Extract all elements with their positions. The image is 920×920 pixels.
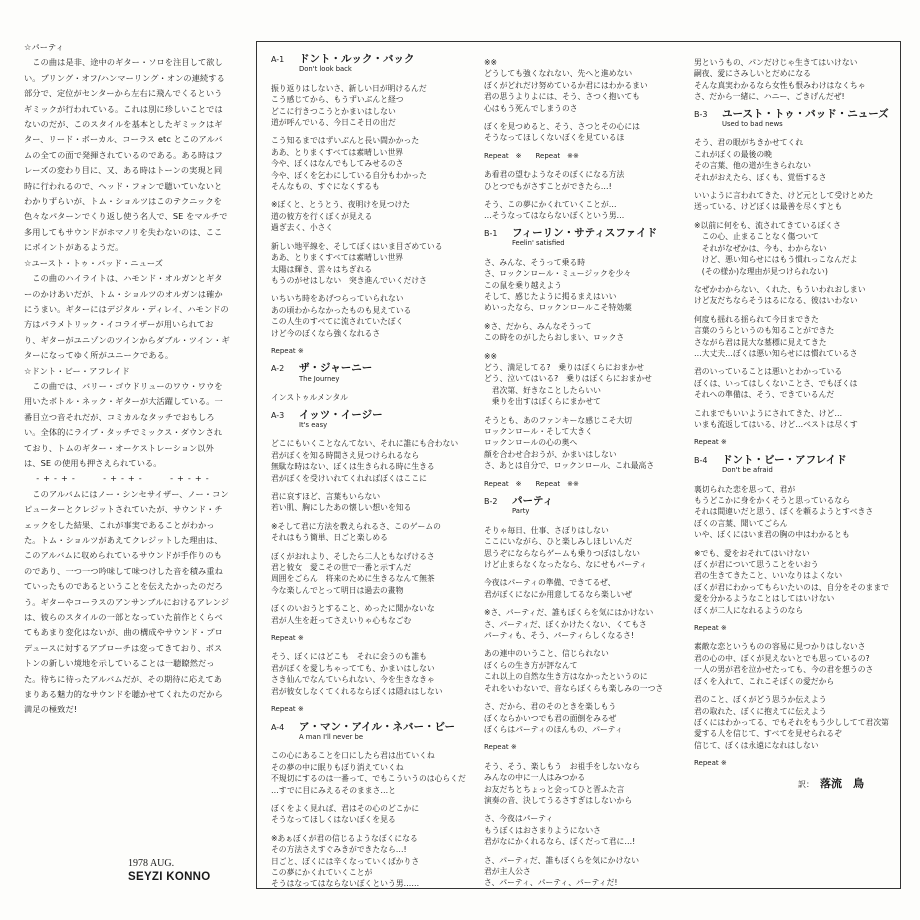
lyric-line: 君がぼくを受けいれてくれればぼくはここに: [271, 473, 427, 483]
lyric-line: 君がぼくを愛しちゃってても、かまいはしない: [271, 663, 435, 673]
lyric-line: そう、そう、楽しもう お祖手をしないなら: [484, 761, 640, 771]
lyric-line: ぼくを見つめると、そう、さつとその心には: [484, 122, 640, 132]
lyric-line: …大丈夫…ぼくは悪い知らせには慣れているさ: [694, 348, 858, 358]
lyric-stanza: [484, 855, 696, 889]
lyric-line: 君の心の中、ぼくが見えないとでも思っているの?: [694, 653, 870, 663]
lyric-line: もうどこかに身をかくそうと思っているなら: [694, 496, 850, 505]
lyric-stanza: [484, 415, 696, 472]
track-number: A-4: [271, 722, 285, 732]
lyric-stanza: [694, 641, 894, 687]
lyric-stanza: [484, 525, 696, 571]
lyric-line: この時をのがしたらおしまい、ロックさ: [484, 333, 625, 343]
commentary-column: [24, 40, 230, 718]
lyric-stanza: [271, 551, 483, 597]
english-title: Don't look back: [299, 65, 352, 74]
lyric-stanza: [271, 803, 483, 826]
lyric-line: 嗣夜、愛にさみしいとだめになる: [694, 69, 811, 79]
lyric-line: …そうなってはならないぼくという男…: [484, 211, 625, 221]
lyric-line: ※さ、パーティだ、誰もぼくらを気にはかけない: [484, 608, 654, 618]
song-block: [271, 54, 483, 357]
lyric-stanza: [484, 648, 696, 694]
lyrics-column-3: [694, 50, 894, 790]
lyric-line: さ、ロックンロール・ミュージックを少々: [484, 269, 632, 279]
lyric-line: けど友だちならそうはるになる、彼はいわない: [694, 296, 858, 306]
lyric-stanza: [271, 293, 483, 339]
english-title: Feelin' satisfied: [512, 239, 565, 248]
lyric-line: どうしても強くなれない、先へと進めない: [484, 69, 633, 79]
lyric-line: ぼくがどれだけ努めているか君にはわかるまい: [484, 80, 648, 90]
lyric-line: そうなってほしくはないぼくを見る: [271, 815, 396, 825]
lyric-stanza: [694, 366, 894, 400]
notes-paragraph: このアルバムにはノー・シンセサイザー、ノー・コンピューターとクレジットされていたが、サウンド・チェックをした結果、これが事実であることがわかった。トム・ショルツがあえてクレジットした理由は、このアルバムに収められているサウンドが手作りのものであり、一つ一つ吟味して味つけした音を積み重ねていったものであるということを伝えたかったのだろう。ギターやコーラスのアンサンブルにおけるアレンジは、彼らのスタイルの一部となっていた前作とくらべてもあまり変化はないが、曲の構成やサウンド・プロデュースに対するアプローチは変ってきており、ボストンの新しい境地を示していることは一聴瞭然だった。待ちに待ったアルバムだが、その期待に応えてあまりある魅力的なサウンドを聴かせてくれたのだから満足の極致だ!: [24, 488, 230, 715]
lyric-stanza: [271, 491, 483, 514]
lyric-line: そして、感じたように掲るまえはいい: [484, 291, 617, 301]
lyric-line: それはもう簡単、日ごと楽しめる: [271, 533, 388, 543]
repeat-mark: Repeat ※: [271, 634, 304, 643]
lyric-line: さ、パーティだ、誰もぼくらを気にかけない: [484, 855, 639, 865]
lyric-line: 裏切られた恋を思って、君が: [694, 484, 796, 494]
track-number: B-2: [484, 497, 498, 506]
song-block: [694, 455, 894, 635]
song-block: [271, 410, 483, 645]
repeat-mark: Repeat ※: [694, 438, 727, 447]
lyric-line: さ、だから、君のそのときを楽しもう: [484, 702, 617, 712]
lyric-line: 素敵な恋というものの容易に見つかりはしないさ: [694, 642, 866, 652]
lyric-stanza: [694, 484, 894, 541]
lyric-line: ※さ、だから、みんなそうって: [484, 321, 592, 331]
song-block: [694, 641, 894, 769]
lyric-line: それへの準備は、そう、できているんだ: [694, 390, 835, 400]
notes-paragraph: この曲のハイライトは、ハモンド・オルガンとギターのかけあいだが、トム・ショルツのオルガンは確かにうまい。ギターにはデジタル・ディレイ、ハモンドの方はパラメトリック・イコライザーが用いられており、ギターがユニゾンのツインからダブル・ツイン・ギターになってゆく所がユニークである。: [24, 273, 230, 361]
lyric-line: (その様か)な理由が見つけられない): [694, 266, 828, 276]
lyric-line: ぼくの言葉、聞いてごらん: [694, 518, 788, 528]
repeat-mark: Repeat ※ Repeat ※※: [484, 151, 579, 160]
lyric-line: さ、今夜はパーティ: [484, 814, 554, 824]
lyric-line: さ、あとは自分で、ロックンロール、これ最高さ: [484, 461, 655, 471]
lyric-line: ひとつでもがさすことができたら…!: [484, 181, 612, 191]
date: 1978 AUG.: [128, 858, 175, 869]
lyric-line: 道の彼方を行くぼくが見える: [271, 211, 373, 221]
lyrics-column-1: [271, 50, 483, 890]
lyric-line: あの連中のいうこと、信じられない: [484, 649, 609, 659]
lyric-line: 君が主人公さ: [484, 866, 531, 876]
song-block: [484, 761, 696, 889]
lyric-line: 乗りを出すはぼくらにまかせて: [484, 397, 601, 407]
lyric-line: お友だちとちょっと会ってひと晋ふた言: [484, 784, 625, 794]
lyric-stanza: [484, 169, 696, 192]
lyric-stanza: [271, 603, 483, 626]
lyric-line: ※あぁぼくが君の信じるようなぼくになる: [271, 833, 418, 843]
lyric-line: けど今のぼくなら強くなれるさ: [271, 328, 381, 338]
english-title: It's easy: [299, 420, 328, 429]
lyric-stanza: [271, 83, 483, 129]
lyric-line: 信じて、ぼくは永遠になれはしない: [694, 740, 819, 750]
lyric-line: 送っている、けどぼくは最善を尽くすとも: [694, 202, 843, 212]
lyric-stanza: [484, 321, 696, 344]
lyric-line: 君がぼくを知る時間さえ見つけられるなら: [271, 450, 420, 460]
lyric-stanza: [484, 701, 696, 735]
lyric-line: そう、君の眼がちきかせてくれ: [694, 138, 804, 148]
lyric-line: ぼくらはパーティのほんもの、パーティ: [484, 724, 623, 734]
lyric-line: 思うぞにならならゲームも乗りつぼはしない: [484, 548, 640, 558]
lyric-line: この心にあることを口にしたら君は出ていくね: [271, 751, 435, 761]
english-title: Don't be afraid: [722, 466, 773, 475]
lyric-line: それがなぜかは、今も、わからない: [694, 243, 827, 253]
lyric-line: あの頃わからなかったものも見えている: [271, 305, 412, 315]
lyric-line: ※ぼくと、とうとう、夜明けを見つけた: [271, 200, 411, 210]
song-block: [271, 651, 483, 715]
lyric-line: それは間違いだと思う、ぼくを頼るようとすべきさ: [694, 507, 874, 517]
lyric-stanza: [694, 314, 894, 360]
lyric-stanza: [484, 57, 696, 114]
lyric-line: さながら君は昆大な墓標に見えてきた: [694, 337, 827, 347]
lyric-line: あ看君の望むようなそのぼくになる方法: [484, 170, 625, 180]
lyrics-column-2: [484, 50, 696, 889]
lyric-line: さ、パーティ、パーティ、パーティだ!: [484, 878, 618, 888]
lyric-stanza: [694, 284, 894, 307]
lyric-line: この鼠を乗り越えよう: [484, 280, 562, 290]
repeat-mark: Repeat ※: [271, 346, 304, 355]
lyric-line: そう、ぼくにはどこも それに会うのも誰も: [271, 652, 427, 662]
lyric-line: どこにもいくことなんてない、それに誰にも合わない: [271, 439, 459, 449]
lyric-line: 君の思うよりよには、そう、さつく抱いても: [484, 92, 640, 102]
lyric-line: そう、この夢にかくれていくことが…: [484, 200, 617, 210]
lyric-stanza: [484, 121, 696, 144]
lyric-line: 新しい地平線を、そしてぼくはいま目ざめている: [271, 241, 443, 251]
lyric-stanza: [484, 607, 696, 641]
lyric-line: 一人の男が君を泣かせたっても、今の君を想うのさ: [694, 665, 874, 675]
lyric-line: 今夜はパーティの準備、できてるぜ、: [484, 578, 616, 588]
english-title: Party: [512, 507, 530, 516]
lyric-line: いまも流返してはいる、けど…ベストは尽くす: [694, 419, 858, 429]
lyric-line: これ以上の自然な生き方はなかったというのに: [484, 672, 648, 682]
lyric-line: 心はもう死んでしまうのさ: [484, 103, 578, 113]
lyric-line: そんなもの、すぐになくするも: [271, 182, 380, 192]
lyric-line: そうはなってはならないぼくという男……: [271, 879, 420, 889]
lyric-line: その方法さえすぐみきができたなら…!: [271, 845, 407, 855]
lyric-line: その言葉、他の道が生きられない: [694, 161, 811, 171]
lyric-line: その夢の中に眠りもぼり消えていくね: [271, 762, 404, 772]
lyric-line: どう、満足してる? 乗りはぼくらにおまかせ: [484, 362, 645, 372]
track-number: A-1: [271, 55, 285, 64]
repeat-mark: Repeat ※: [694, 759, 727, 768]
lyric-stanza: [271, 521, 483, 544]
lyric-stanza: [694, 694, 894, 751]
lyric-line: さ、パーティだ、ぼくかけたくない、くてもさ: [484, 619, 647, 629]
track-number: A-2: [271, 364, 285, 374]
lyric-line: 顔を合わせ合おうが、かまいはしない: [484, 449, 617, 459]
lyric-line: ああ、とりまくすべては素晴しい世界: [271, 147, 404, 157]
notes-paragraph: ☆ドント・ビー・アフレイド: [24, 365, 130, 376]
author-name: SEYZI KONNO: [128, 871, 211, 883]
lyric-line: ぼくを入れて、これこそぼくの愛だから: [694, 676, 835, 686]
repeat-mark: Repeat ※: [694, 624, 727, 633]
song-title: ドント・ルック・バック: [299, 53, 415, 65]
lyric-line: 過ぎ去く、小さく: [271, 223, 334, 233]
lyric-line: 若い肌、胸にしたあの懐しい想いを知る: [271, 503, 412, 513]
lyric-line: そうなってほしくないぼくを見ているほ: [484, 133, 625, 143]
lyric-line: ※でも、愛をおそれてはいけない: [694, 548, 810, 558]
lyric-line: ああ、とりまくすべては素晴しい世界: [271, 253, 404, 263]
lyric-stanza: [271, 833, 483, 890]
lyric-line: 言葉のうらというのも知ることができた: [694, 326, 835, 336]
notes-paragraph: ☆ユースト・トゥ・バッド・ニューズ: [24, 257, 164, 268]
lyric-line: 愛を分かるようなことはしてはいけない: [694, 594, 835, 604]
song-block: [484, 57, 696, 162]
lyric-line: ぼくらの生き方が評なんて: [484, 660, 578, 670]
lyric-line: ぼくは、いってはしくないことさ、でもぼくは: [694, 378, 858, 388]
lyric-line: ※そして君に方法を教えられるさ、このゲームの: [271, 521, 441, 531]
lyric-line: 道が呼んでいる、今日こそ日の出だ: [271, 118, 396, 128]
lyric-line: 君に哀すほど、言葉もいらない: [271, 492, 381, 501]
lyric-line: ぼくがおれより、そしたら二人ともなげけるさ: [271, 551, 435, 561]
lyric-line: それをいわないで、音ならぼくらも楽しみの一つさ: [484, 683, 664, 693]
song-title: イッツ・イージー: [299, 408, 383, 421]
translator-label: 訳：: [798, 779, 814, 789]
lyric-stanza: [271, 750, 483, 796]
lyric-line: さき仙んでなんていられない、今を生きなきゃ: [271, 675, 435, 685]
lyric-line: ぼくのいおうとすること、めったに聞かないな: [271, 604, 435, 614]
lyric-line: ロックンロールの心の奥へ: [484, 438, 578, 448]
lyric-line: もうのがせはしない 突き進んでいくだけさ: [271, 275, 427, 285]
lyric-line: ぼくにはわかってる、でもそれをもう少ししてて君次第: [694, 717, 889, 727]
lyric-line: そうとも、あのファンキーな感じこそ大切: [484, 415, 632, 425]
lyric-line: ぼくが君について思うことをいおう: [694, 560, 819, 570]
lyric-line: この夢にかくれていくことが: [271, 867, 373, 877]
lyric-line: けど止まらなくなったなら、なにせもパーティ: [484, 560, 648, 570]
lyric-line: 君がぼくになにか用意してるなら楽しいぜ: [484, 589, 633, 599]
lyrics-frame: [256, 41, 901, 889]
lyric-line: さ、だから一緒に、ハニー、ごきげんだぜ!: [694, 92, 845, 102]
lyric-line: 君次第、好きなことしたらいい: [484, 385, 601, 395]
lyric-stanza: [271, 135, 483, 192]
translator-name: 落流 鳥: [820, 776, 864, 790]
lyric-line: ここにいながら、ひと楽しみしほしいんだ: [484, 537, 633, 547]
notes-paragraph: この曲では、バリー・ゴウドリューのワウ・ワウを用いたボトル・ネック・ギターが大活躍している。一番目立つ音それだが、コミカルなタッチでおもしろい。全体的にライブ・タッチでミックス・ダウンされており、トムのギター・オーケストレーション以外は、SE の使用も押さえられている。: [24, 380, 223, 468]
lyric-line: 振り返りはしないさ、新しい日が明けるんだ: [271, 83, 427, 93]
lyric-line: けど、悪い知らせにはもう慣れっこなんだよ: [694, 255, 858, 265]
lyric-stanza: [484, 577, 696, 600]
lyric-stanza: [484, 199, 696, 222]
song-block: [484, 169, 696, 222]
lyric-line: それがおえたら、ぼくも、覚悟するさ: [694, 172, 827, 182]
song-block: [484, 228, 696, 490]
lyric-line: 君の生きてきたこと、いいなりはよくない: [694, 571, 843, 581]
lyric-line: なぜかわからない、くれた、もういわれおしまい: [694, 284, 866, 294]
lyric-line: この人生のすべてに流されていたぼく: [271, 317, 404, 327]
lyric-line: 君と彼女 愛こその世で一番と示すんだ: [271, 563, 412, 573]
lyric-line: いや、ぼくにはいま君の胸の中はわかるとも: [694, 530, 850, 540]
lyric-line: 君のこと、ぼくがどう思うか伝えよう: [694, 695, 827, 705]
lyric-stanza: [694, 408, 894, 431]
song-title: パーティ: [512, 495, 554, 507]
notes-paragraph: -+-+- -+-+- -+-+-: [24, 473, 213, 484]
lyric-line: 君が彼女しなくてくれるならぼくは隠れはしない: [271, 686, 443, 696]
lyric-line: いちいち時をあげつらっていられない: [271, 294, 404, 304]
song-block: [484, 496, 696, 754]
lyric-line: めいったなら、ロックンロールこそ特効薬: [484, 303, 632, 313]
lyric-line: 君の取れた、ぼくに抱えてに伝えよう: [694, 706, 827, 716]
lyric-stanza: [271, 651, 483, 697]
song-title: ドント・ビー・アフレイド: [722, 453, 847, 466]
repeat-mark: Repeat ※: [484, 743, 517, 752]
lyric-line: ※以前に何をも、流されてきているぼくさ: [694, 220, 841, 230]
lyric-line: さ、みんな、そうって乗る時: [484, 257, 586, 267]
lyric-line: ぼくをよく見れば、君はその心のどこかに: [271, 803, 420, 813]
lyric-line: 無駄な時はない、ぼくは生きられる時に生きる: [271, 462, 435, 472]
notes-paragraph: この曲は是非、途中のギター・ソロを注目して欲しい。プリング・オフ/ハンマーリング・オンの連続する部分で、定位がセンターから左右に飛んでくるというギミックが行われている。これは別に珍しいことではないのだが、このスタイルを基本としたギミックはギター、リード・ボーカル、コーラス etc とこのアルバムの全ての面で発揮されているのである。ある時はフレーズの変わり目に、又、ある時はトーンの実現と同時に行われるので、ヘッド・フォンで聴いていないとわかりずらいが、トム・ショルツはこのテクニックを色々なパターンでくり返し使う名人で、SE をマルチで多用してもサウンドがホマノリを失わないのは、ここにポイントがあるようだ。: [24, 57, 228, 253]
lyric-line: みんなの中に一人はみつかる: [484, 773, 586, 783]
english-title: The Journey: [299, 374, 340, 383]
lyric-line: ぼくが君にわかってもらいたいのは、自分をそのままで: [694, 582, 889, 592]
lyric-stanza: [271, 438, 483, 484]
lyric-stanza: [271, 392, 483, 403]
song-block: [271, 363, 483, 403]
lyric-line: 今な楽しんでとって明日は過去の畫物: [271, 585, 404, 595]
repeat-mark: Repeat ※ Repeat ※※: [484, 479, 579, 488]
lyric-stanza: [484, 761, 696, 807]
lyric-line: いいように言われてきた、けど元として受けとめた: [694, 191, 874, 201]
lyric-line: こう知るまではずいぶんと長い間かかった: [271, 136, 420, 146]
track-number: A-3: [271, 410, 285, 420]
song-title: ザ・ジャーニー: [299, 362, 373, 375]
song-title: ユースト・トゥ・バッド・ニューズ: [722, 107, 889, 120]
lyric-stanza: [694, 220, 894, 277]
lyric-line: ぼくならかいつでも君の面倒をみるぜ: [484, 713, 617, 723]
song-title: ア・マン・アイル・ネバー・ビー: [299, 720, 456, 733]
lyric-line: 演奏の音、決してうるさすぎはしないから: [484, 795, 633, 805]
lyric-line: これまでもいいようにされてきた、けど…: [694, 408, 843, 418]
lyric-stanza: [271, 199, 483, 233]
lyric-line: もうぼくはおさまりようにないさ: [484, 825, 601, 835]
lyric-line: ロックンロール・そして大きく: [484, 426, 593, 436]
lyric-line: 君が人生を赶ってさえいりゃ心もなごむ: [271, 615, 412, 625]
lyric-line: 男というもの、パンだけじゃ生きてはいけない: [694, 58, 858, 67]
lyric-line: どう、泣いてはいる? 乗りはぼくらにおまかせ: [484, 374, 652, 384]
lyric-line: 日ごと、ぼくには辛くなっていくばかりさ: [271, 856, 420, 866]
lyric-line: 今や、ぼくはなんでもしてみせるのさ: [271, 159, 404, 169]
lyric-stanza: [484, 257, 696, 314]
song-title: フィーリン・サティスファイド: [512, 226, 658, 239]
lyric-line: 何度も揺れる揺られて今日まできた: [694, 314, 819, 324]
lyric-line: そりゃ毎日、仕事、さぼりはしない: [484, 525, 609, 535]
signature: [128, 858, 211, 883]
lyric-line: どこに行きつこうとかまいはしない: [271, 106, 396, 116]
song-block: [694, 109, 894, 449]
lyric-line: ※※: [484, 58, 498, 67]
song-block: [271, 722, 483, 890]
lyric-line: これがぼくの最後の晩: [694, 149, 772, 159]
lyric-line: …すでに目にみえるそのままさ…と: [271, 785, 396, 795]
lyric-line: インストゥルメンタル: [271, 393, 348, 403]
lyric-line: 君のいっていることは悪いとわかっている: [694, 367, 843, 377]
lyric-line: この心、止まることなく傷ついて: [694, 232, 819, 242]
lyric-line: こう感じてから、もうずいぶんと経つ: [271, 95, 404, 105]
track-number: B-1: [484, 228, 498, 238]
lyric-stanza: [694, 190, 894, 213]
track-number: B-3: [694, 109, 708, 119]
lyric-line: ※※: [484, 351, 498, 361]
lyric-line: 不規切にするのは一番って、でもこういうのは心らくだ: [271, 774, 466, 784]
translator-credit: [694, 778, 894, 790]
english-title: A man I'll never be: [299, 732, 364, 741]
lyric-line: 周囲をごらん 将来のために生きるなんて無茶: [271, 574, 435, 584]
notes-paragraph: ☆パーティ: [24, 42, 64, 52]
lyric-stanza: [484, 351, 696, 408]
lyric-line: そんな真実わかるなら女性も恨みわけはなくちゃ: [694, 80, 866, 90]
lyric-line: 今や、ぼくを乞わにしている自分もわかった: [271, 170, 427, 180]
lyric-stanza: [484, 813, 696, 847]
lyric-stanza: [694, 548, 894, 616]
track-number: B-4: [694, 455, 708, 465]
song-block: [694, 57, 894, 103]
lyric-line: 愛する人を信じて、すべてを見せられるぞ: [694, 729, 842, 739]
lyric-line: ぼくが二人になれるようのなら: [694, 605, 804, 615]
lyric-stanza: [694, 137, 894, 183]
english-title: Used to bad news: [722, 120, 783, 129]
lyric-line: 太陽は輝き、雲々はちぎれる: [271, 264, 373, 274]
lyric-stanza: [694, 57, 894, 103]
repeat-mark: Repeat ※: [271, 705, 304, 714]
lyric-line: パーティも、そう、パーティらしくなるさ!: [484, 631, 635, 641]
lyric-line: 君がなにかくれるなら、ぼくだって君に…!: [484, 837, 636, 847]
lyric-stanza: [271, 241, 483, 287]
